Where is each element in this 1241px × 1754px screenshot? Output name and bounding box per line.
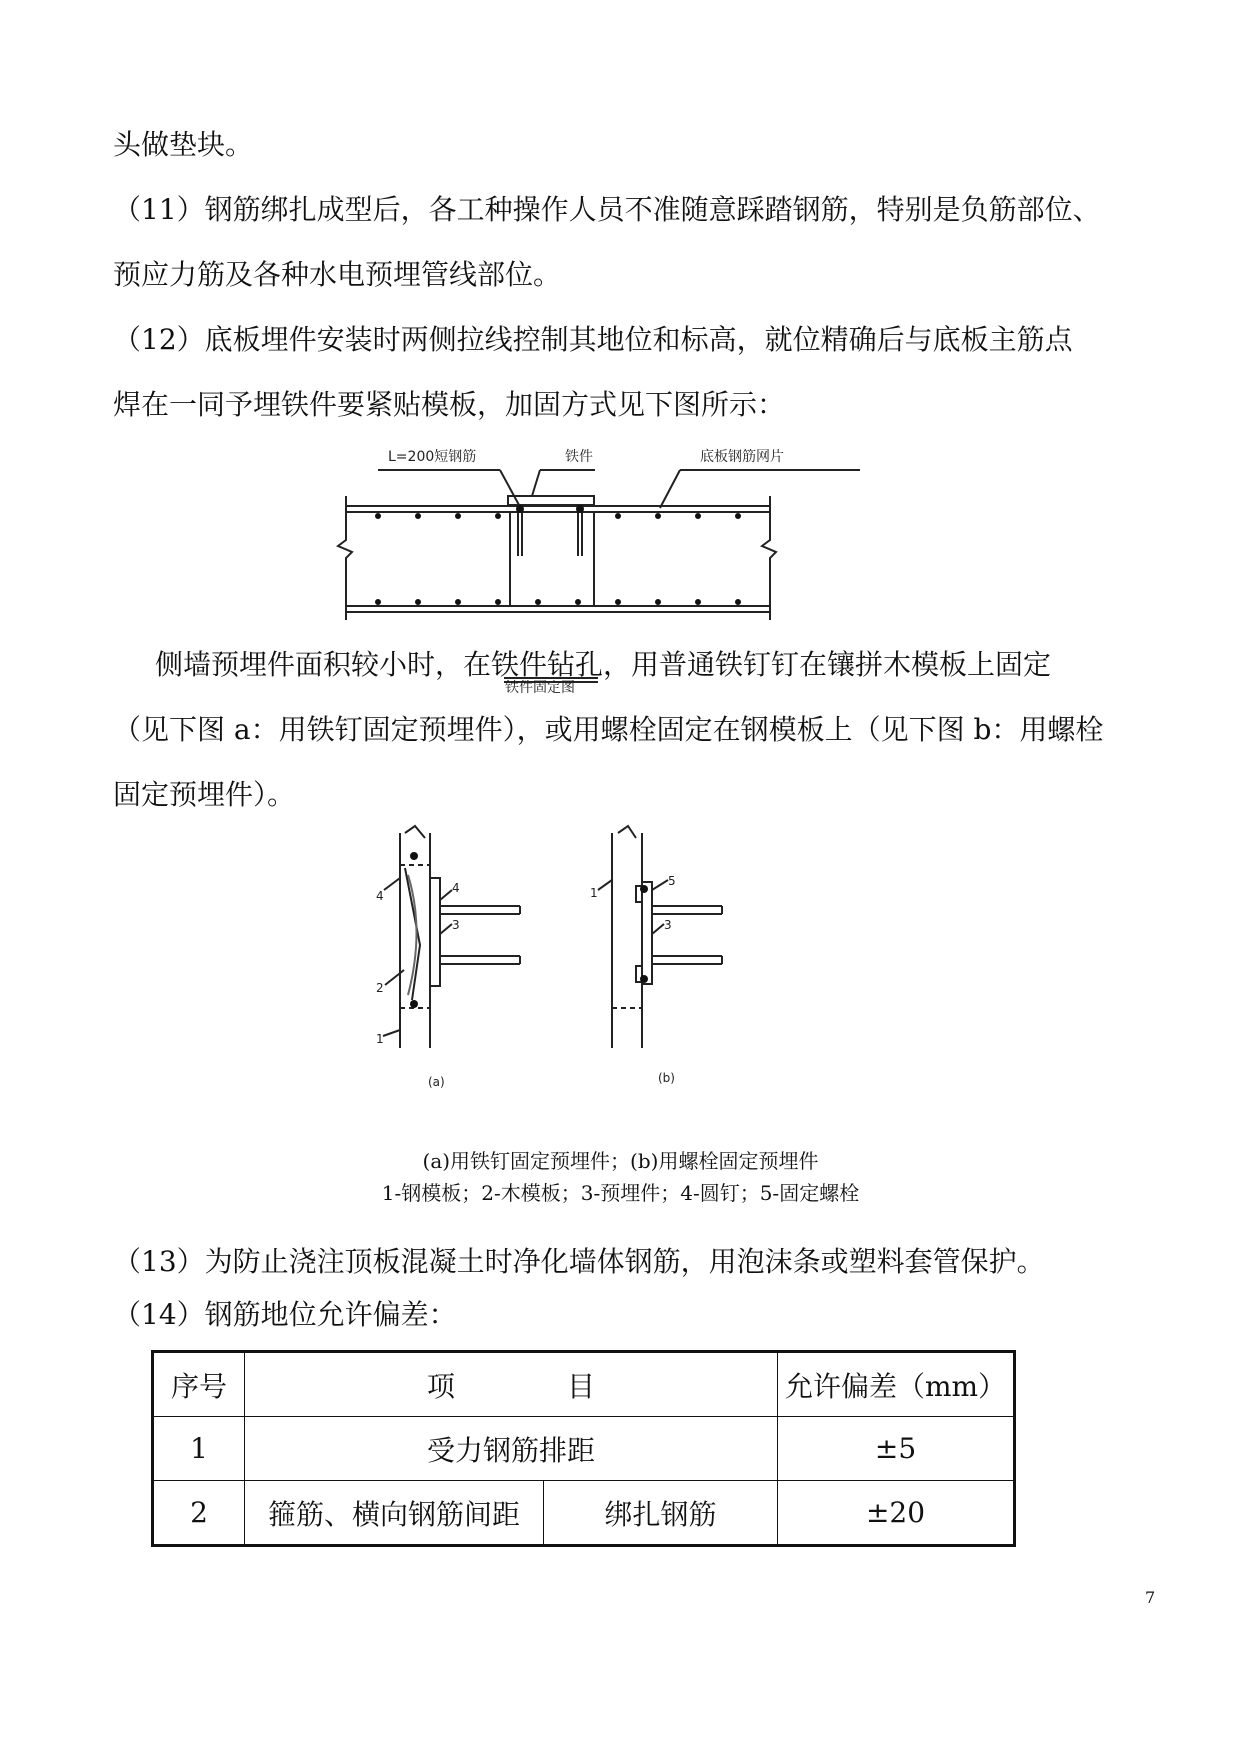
cell-item: 箍筋、横向钢筋间距	[245, 1481, 544, 1546]
paragraph-line: （12）底板埋件安装时两侧拉线控制其地位和标高，就位精确后与底板主筋点	[113, 323, 1073, 356]
subfigure-label-b: (b)	[658, 1071, 675, 1085]
header-index: 序号	[153, 1352, 245, 1417]
table-header-row	[153, 1352, 1015, 1417]
part-number: 1	[590, 886, 598, 900]
paragraph-line: 固定预埋件）。	[113, 778, 296, 811]
paragraph-line: 侧墙预埋件面积较小时，在铁件钻孔，用普通铁钉钉在镶拼木模板上固定	[155, 648, 1052, 681]
part-number: 3	[664, 918, 672, 932]
paragraph-line: （13）为防止浇注顶板混凝土时净化墙体钢筋，用泡沫条或塑料套管保护。	[113, 1245, 1045, 1278]
paragraph-line: （14）钢筋地位允许偏差：	[113, 1298, 457, 1331]
header-tolerance: 允许偏差（mm）	[778, 1352, 1015, 1417]
deviation-table	[151, 1350, 1016, 1547]
paragraph-line: （见下图 a：用铁钉固定预埋件），或用螺栓固定在钢模板上（见下图 b：用螺栓	[113, 713, 1104, 746]
cell-subitem: 绑扎钢筋	[544, 1481, 778, 1546]
label-short-rebar: L=200短钢筋	[388, 449, 477, 465]
cell-index: 1	[153, 1417, 245, 1481]
table-row	[153, 1481, 1015, 1546]
part-number: 5	[668, 874, 676, 888]
figure-legend: 1-钢模板；2-木模板；3-预埋件；4-圆钉；5-固定螺栓	[381, 1181, 860, 1205]
cell-tolerance: ±5	[778, 1417, 1015, 1481]
part-number: 3	[452, 918, 460, 932]
paragraph-line: 头做垫块。	[113, 128, 254, 161]
figure-caption: (a)用铁钉固定预埋件；(b)用螺栓固定预埋件	[422, 1149, 819, 1173]
table-row	[153, 1417, 1015, 1481]
part-number: 4	[376, 889, 384, 903]
label-slab-mesh: 底板钢筋网片	[700, 449, 784, 465]
paragraph-line: （11）钢筋绑扎成型后，各工种操作人员不准随意踩踏钢筋，特别是负筋部位、	[113, 193, 1101, 226]
page-number: 7	[1145, 1588, 1156, 1607]
part-number: 2	[376, 981, 384, 995]
subfigure-label-a: (a)	[428, 1075, 445, 1089]
figure-caption: 铁件固定图	[505, 680, 575, 696]
cell-tolerance: ±20	[778, 1481, 1015, 1546]
cell-item: 受力钢筋排距	[245, 1417, 778, 1481]
part-number: 1	[376, 1032, 384, 1046]
label-iron-piece: 铁件	[565, 449, 593, 465]
cell-index: 2	[153, 1481, 245, 1546]
header-item: 项 目	[245, 1352, 778, 1417]
paragraph-line: 焊在一同予埋铁件要紧贴模板，加固方式见下图所示：	[113, 388, 786, 421]
paragraph-line: 预应力筋及各种水电预埋管线部位。	[113, 258, 562, 291]
part-number: 4	[452, 881, 460, 895]
